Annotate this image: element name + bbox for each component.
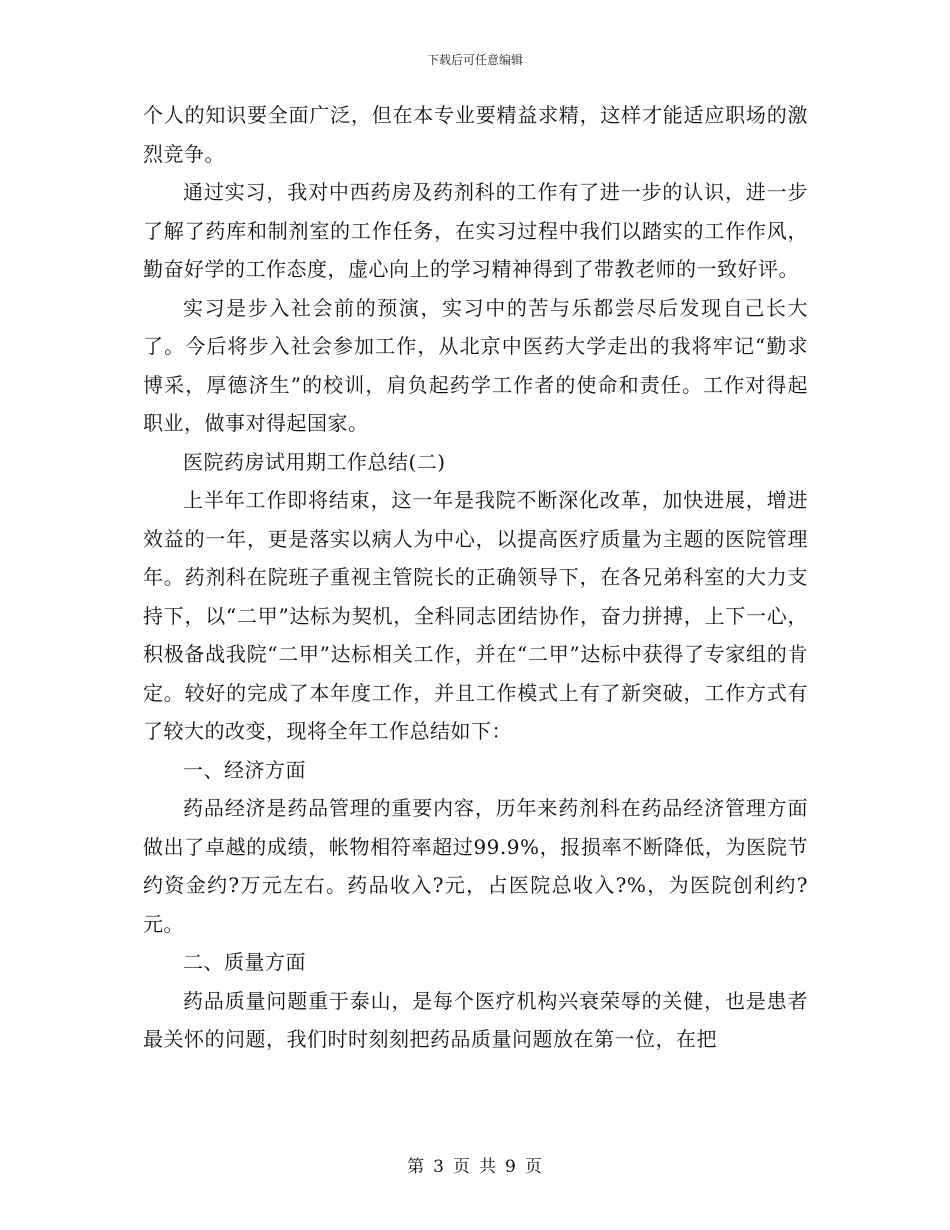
- paragraph-internship-reflection: 实习是步入社会前的预演，实习中的苦与乐都尝尽后发现自己长大了。今后将步入社会参加工作，从北京中医药大学走出的我将牢记“勤求博采，厚德济生”的校训，肩负起药学工作者的使命和责任。工作对得起职业，做事对得起国家。: [143, 295, 808, 435]
- page-number-total: 9: [505, 1157, 517, 1177]
- paragraph-intro: 上半年工作即将结束，这一年是我院不断深化改革，加快进展，增进效益的一年，更是落实以病人为中心，以提高医疗质量为主题的医院管理年。药剂科在院班子重视主管院长的正确领导下，在各兄弟科室的大力支持下，以“二甲”达标为契机，全科同志团结协作，奋力拼搏，上下一心，积极备战我院“二甲”达标相关工作，并在“二甲”达标中获得了专家组的肯定。较好的完成了本年度工作，并且工作模式上有了新突破，工作方式有了较大的改变，现将全年工作总结如下：: [143, 488, 808, 743]
- footer-prefix: 第: [407, 1157, 426, 1177]
- page-number-current: 3: [433, 1157, 445, 1177]
- page-footer: [0, 1156, 950, 1178]
- paragraph-continuation: 个人的知识要全面广泛，但在本专业要精益求精，这样才能适应职场的激烈竞争。: [143, 103, 808, 166]
- footer-suffix: 页: [524, 1157, 543, 1177]
- paragraph-economy: 药品经济是药品管理的重要内容，历年来药剂科在药品经济管理方面做出了卓越的成绩，帐物相符率超过99.9%，报损率不断降低，为医院节约资金约?万元左右。药品收入?元，占医院总收入?%，为医院创利约?元。: [143, 796, 808, 936]
- page-header: 下载后可任意编辑: [426, 53, 523, 67]
- footer-page-label: 页: [453, 1157, 471, 1177]
- section-title: 医院药房试用期工作总结(二): [183, 449, 446, 474]
- heading-quality: 二、质量方面: [183, 950, 306, 974]
- paragraph-internship-understanding: 通过实习，我对中西药房及药剂科的工作有了进一步的认识，进一步了解了药库和制剂室的工作任务，在实习过程中我们以踏实的工作作风，勤奋好学的工作态度，虚心向上的学习精神得到了带教老师的一致好评。: [143, 180, 808, 281]
- paragraph-quality: 药品质量问题重于泰山，是每个医疗机构兴衰荣辱的关健，也是患者最关怀的问题，我们时时刻刻把药品质量问题放在第一位，在把: [143, 988, 808, 1051]
- document-body: [143, 96, 808, 1059]
- footer-total-prefix: 共: [479, 1157, 497, 1177]
- heading-economy: 一、经济方面: [183, 757, 306, 782]
